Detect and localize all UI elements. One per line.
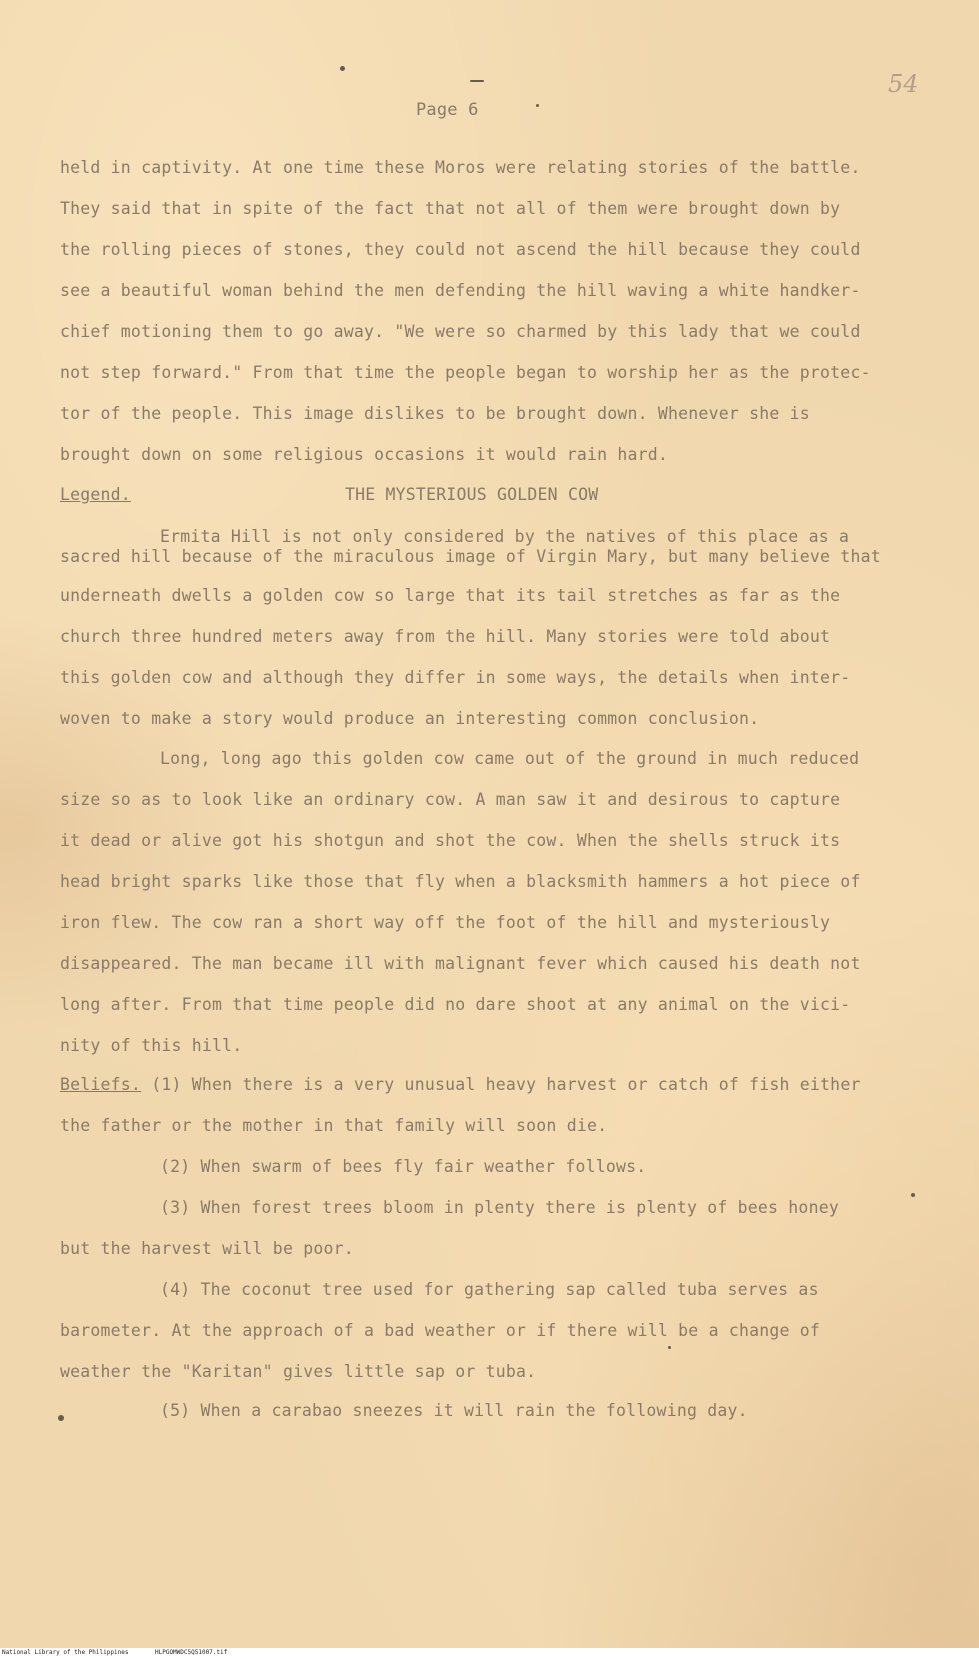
legend-title: THE MYSTERIOUS GOLDEN COW [345, 485, 599, 504]
text-line: the father or the mother in that family will soon die. [60, 1116, 608, 1135]
text-line: (2) When swarm of bees fly fair weather follows. [160, 1157, 647, 1176]
ink-speck [668, 1346, 671, 1349]
text-line: tor of the people. This image dislikes to be brought down. Whenever she is [60, 404, 810, 423]
text-line: (5) When a carabao sneezes it will rain the following day. [160, 1401, 748, 1420]
beliefs-label: Beliefs. [60, 1075, 142, 1094]
text-line: held in captivity. At one time these Moros were relating stories of the battle. [60, 158, 861, 177]
footer-library: National Library of the Philippines [2, 1649, 129, 1656]
text-line: They said that in spite of the fact that not all of them were brought down by [60, 199, 841, 218]
text-line: disappeared. The man became ill with malignant fever which caused his death not [60, 954, 861, 973]
ink-speck [340, 66, 345, 71]
text-line: not step forward." From that time the people began to worship her as the protec- [60, 363, 871, 382]
text-line: sacred hill because of the miraculous image of Virgin Mary, but many believe that [60, 547, 881, 566]
text-line: woven to make a story would produce an interesting common conclusion. [60, 709, 760, 728]
ink-speck [58, 1415, 64, 1421]
text-line: (1) When there is a very unusual heavy harvest or catch of fish either [141, 1075, 861, 1094]
text-line: barometer. At the approach of a bad weather or if there will be a change of [60, 1321, 821, 1340]
text-line: iron flew. The cow ran a short way off the foot of the hill and mysteriously [60, 913, 831, 932]
text-line: nity of this hill. [60, 1036, 243, 1055]
text-line: size so as to look like an ordinary cow. A man saw it and desirous to capture [60, 790, 841, 809]
handwritten-page-number: 54 [888, 70, 919, 98]
text-line: underneath dwells a golden cow so large that its tail stretches as far as the [60, 586, 841, 605]
legend-label: Legend. [60, 485, 131, 504]
text-line: (3) When forest trees bloom in plenty there is plenty of bees honey [160, 1198, 839, 1217]
ink-speck [536, 104, 539, 107]
text-line: Ermita Hill is not only considered by the natives of this place as a [160, 527, 850, 546]
text-line: long after. From that time people did no dare shoot at any animal on the vici- [60, 995, 851, 1014]
text-line: this golden cow and although they differ in some ways, the details when inter- [60, 668, 851, 687]
text-line: see a beautiful woman behind the men defending the hill waving a white handker- [60, 281, 861, 300]
ink-speck [911, 1193, 915, 1197]
text-line: weather the "Karitan" gives little sap or tuba. [60, 1362, 537, 1381]
text-line: the rolling pieces of stones, they could not ascend the hill because they could [60, 240, 861, 259]
text-line: (4) The coconut tree used for gathering sap called tuba serves as [160, 1280, 819, 1299]
scan-footer [0, 1648, 979, 1658]
text-line: but the harvest will be poor. [60, 1239, 354, 1258]
text-line: it dead or alive got his shotgun and shot the cow. When the shells struck its [60, 831, 841, 850]
page-header: Page 6 [416, 100, 479, 120]
text-line: brought down on some religious occasions it would rain hard. [60, 445, 669, 464]
text-line: church three hundred meters away from the hill. Many stories were told about [60, 627, 831, 646]
text-line: head bright sparks like those that fly when a blacksmith hammers a hot piece of [60, 872, 861, 891]
text-line: Long, long ago this golden cow came out of the ground in much reduced [160, 749, 860, 768]
beliefs-line [60, 1075, 861, 1094]
footer-file-id: HLPGOMWDC5Q51007.tif [155, 1649, 228, 1656]
ink-speck [470, 80, 484, 82]
text-line: chief motioning them to go away. "We were so charmed by this lady that we could [60, 322, 861, 341]
